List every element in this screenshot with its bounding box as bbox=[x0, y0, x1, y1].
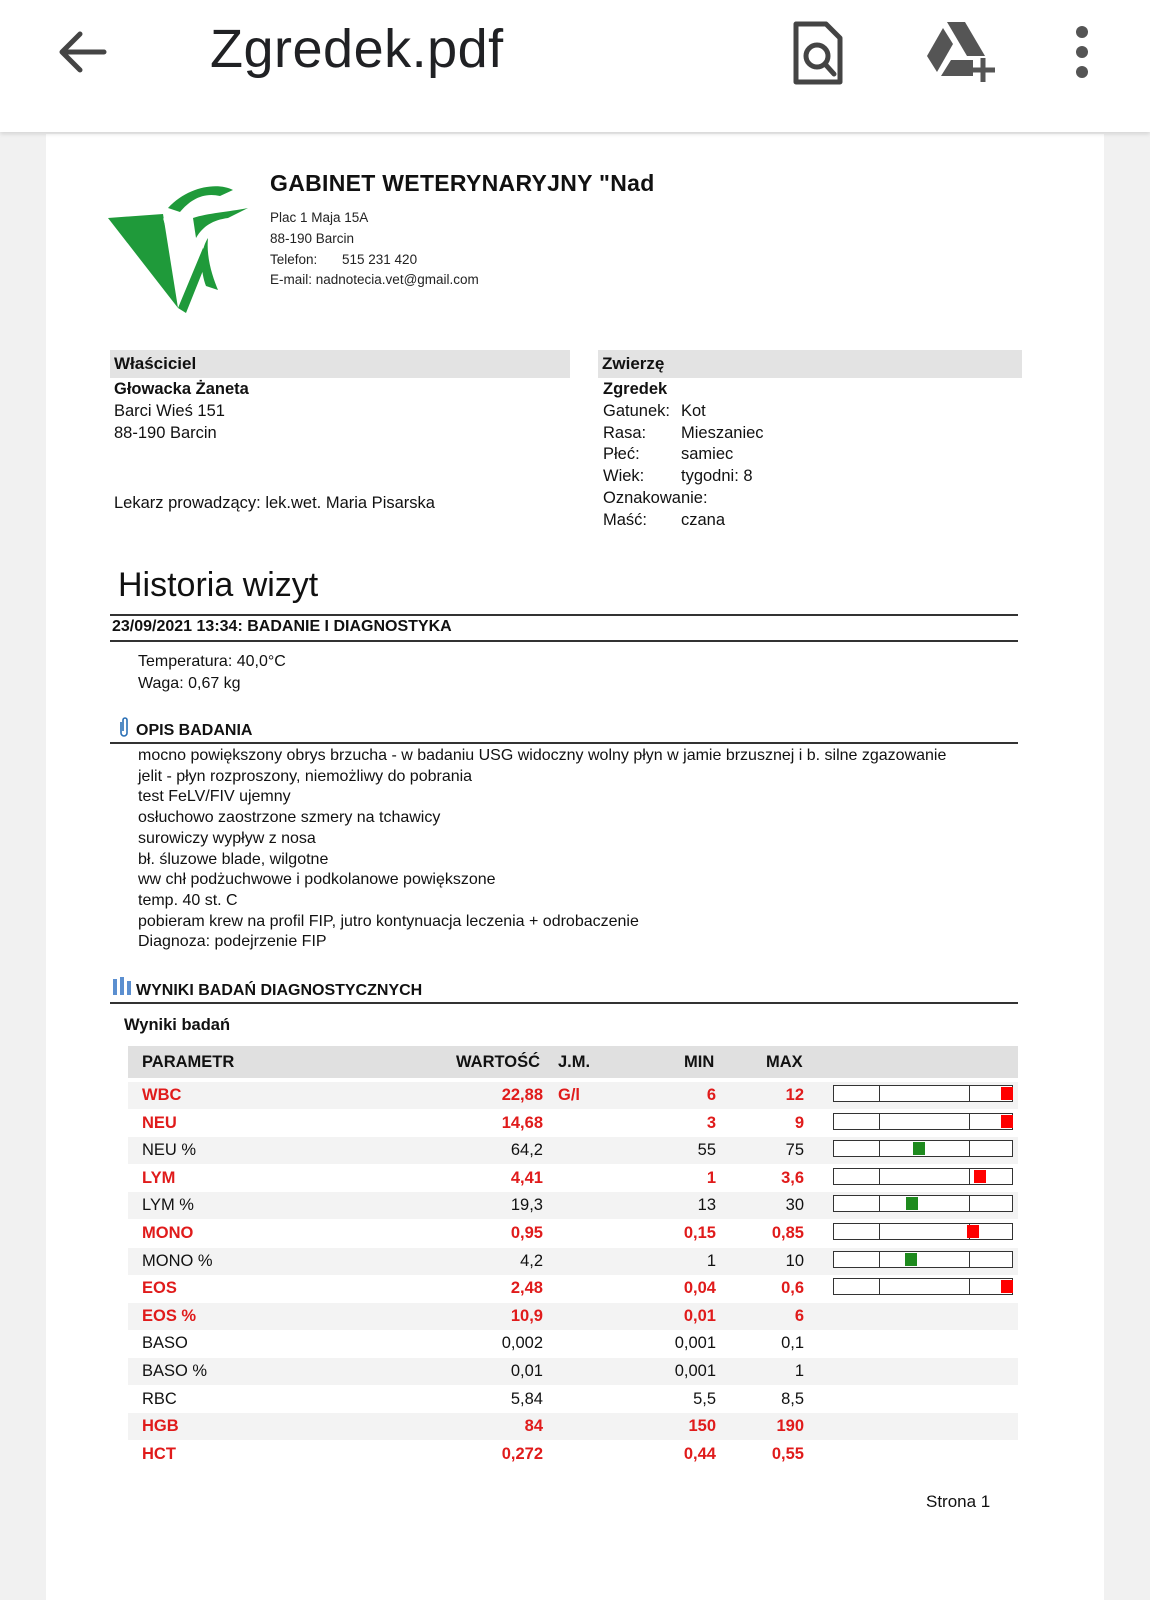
range-divider bbox=[879, 1196, 880, 1211]
range-marker bbox=[906, 1197, 918, 1210]
min-cell: 0,15 bbox=[683, 1224, 716, 1242]
max-cell: 75 bbox=[785, 1141, 804, 1160]
range-divider bbox=[879, 1279, 880, 1294]
range-indicator bbox=[833, 1140, 1013, 1157]
min-cell: 1 bbox=[706, 1251, 716, 1270]
table-header bbox=[128, 1046, 1018, 1078]
param-cell: BASO % bbox=[142, 1362, 208, 1380]
value-cell: 14,68 bbox=[501, 1113, 543, 1132]
examination-description bbox=[138, 746, 1018, 953]
animal-field-label: Płeć: bbox=[603, 445, 640, 463]
animal-field-label: Gatunek: bbox=[603, 402, 670, 420]
range-divider bbox=[969, 1196, 970, 1211]
param-cell: MONO bbox=[142, 1224, 194, 1242]
document-title: Zgredek.pdf bbox=[210, 19, 504, 79]
value-cell: 0,01 bbox=[510, 1362, 543, 1380]
min-cell: 3 bbox=[706, 1113, 716, 1132]
max-cell: 0,1 bbox=[781, 1334, 804, 1353]
value-cell: 64,2 bbox=[510, 1141, 543, 1160]
range-divider bbox=[879, 1114, 880, 1129]
table-row bbox=[128, 1303, 1018, 1330]
divider bbox=[110, 614, 1018, 616]
owner-street: Barci Wieś 151 bbox=[114, 402, 225, 420]
animal-field-value: samiec bbox=[681, 445, 734, 463]
animal-header: Zwierzę bbox=[598, 350, 1022, 378]
param-cell: WBC bbox=[142, 1086, 182, 1104]
value-cell: 22,88 bbox=[501, 1086, 543, 1104]
max-cell: 3,6 bbox=[781, 1168, 804, 1187]
results-header: WYNIKI BADAŃ DIAGNOSTYCZNYCH bbox=[136, 982, 423, 999]
table-row bbox=[128, 1165, 1018, 1192]
range-divider bbox=[879, 1141, 880, 1156]
animal-field-label: Oznakowanie: bbox=[603, 489, 708, 507]
value-cell: 19,3 bbox=[510, 1196, 543, 1215]
table-row bbox=[128, 1220, 1018, 1247]
app-bar bbox=[0, 0, 1150, 132]
table-row bbox=[128, 1248, 1018, 1275]
clinic-name: GABINET WETERYNARYJNY "Nad bbox=[270, 170, 655, 196]
value-cell: 0,272 bbox=[501, 1444, 543, 1463]
range-indicator bbox=[833, 1223, 1013, 1240]
min-cell: 0,04 bbox=[683, 1279, 716, 1298]
max-cell: 9 bbox=[794, 1113, 804, 1132]
description-line: ww chł podżuchwowe i podkolanowe powiększone bbox=[138, 871, 496, 889]
animal-name: Zgredek bbox=[603, 380, 668, 398]
range-indicator bbox=[833, 1113, 1013, 1130]
divider bbox=[110, 1002, 1018, 1004]
value-cell: 4,2 bbox=[520, 1251, 543, 1270]
paperclip-icon bbox=[118, 716, 130, 738]
range-indicator bbox=[833, 1278, 1013, 1295]
animal-field-value: tygodni: 8 bbox=[681, 467, 753, 485]
param-cell: HCT bbox=[142, 1444, 176, 1463]
description-line: jelit - płyn rozproszony, niemożliwy do pobrania bbox=[138, 767, 473, 785]
table-row bbox=[128, 1330, 1018, 1357]
animal-field-label: Rasa: bbox=[603, 424, 647, 442]
history-title: Historia wizyt bbox=[118, 566, 319, 604]
max-cell: 190 bbox=[776, 1417, 804, 1436]
table-row bbox=[128, 1413, 1018, 1440]
table-row bbox=[128, 1441, 1018, 1468]
range-divider bbox=[969, 1252, 970, 1267]
min-cell: 0,44 bbox=[683, 1444, 716, 1463]
range-divider bbox=[969, 1114, 970, 1129]
param-cell: LYM bbox=[142, 1168, 176, 1187]
value-cell: 0,002 bbox=[501, 1334, 543, 1353]
column-header: WARTOŚĆ bbox=[456, 1053, 541, 1071]
description-line: test FeLV/FIV ujemny bbox=[138, 788, 291, 806]
range-marker bbox=[1001, 1280, 1013, 1293]
column-header: J.M. bbox=[558, 1053, 591, 1071]
param-cell: BASO bbox=[142, 1334, 188, 1353]
range-marker bbox=[1001, 1087, 1013, 1100]
page-number: Strona 1 bbox=[926, 1492, 991, 1511]
lab-tubes-icon bbox=[112, 976, 132, 996]
attending-doctor: Lekarz prowadzący: lek.wet. Maria Pisarska bbox=[114, 494, 435, 512]
add-to-drive-icon[interactable] bbox=[925, 20, 997, 82]
range-marker bbox=[967, 1225, 979, 1238]
max-cell: 0,55 bbox=[771, 1444, 804, 1463]
clinic-email: E-mail: nadnotecia.vet@gmail.com bbox=[270, 272, 479, 287]
unit-cell: G/l bbox=[558, 1086, 581, 1104]
range-marker bbox=[905, 1253, 917, 1266]
param-cell: MONO % bbox=[142, 1251, 213, 1270]
min-cell: 55 bbox=[697, 1141, 716, 1160]
divider bbox=[110, 640, 1018, 642]
max-cell: 8,5 bbox=[781, 1389, 804, 1408]
back-arrow-icon[interactable] bbox=[52, 22, 112, 82]
animal-field-value: Kot bbox=[681, 402, 706, 420]
owner-name: Głowacka Żaneta bbox=[114, 380, 249, 398]
param-cell: EOS % bbox=[142, 1306, 197, 1325]
table-row bbox=[128, 1275, 1018, 1302]
range-divider bbox=[969, 1141, 970, 1156]
range-divider bbox=[879, 1224, 880, 1239]
param-cell: NEU bbox=[142, 1113, 177, 1132]
clinic-phone: 515 231 420 bbox=[342, 252, 418, 267]
min-cell: 150 bbox=[688, 1417, 716, 1436]
range-divider bbox=[969, 1279, 970, 1294]
table-row bbox=[128, 1137, 1018, 1164]
animal-field-value: czana bbox=[681, 511, 726, 529]
max-cell: 12 bbox=[785, 1086, 804, 1104]
description-line: pobieram krew na profil FIP, jutro kontynuacja leczenia + odrobaczenie bbox=[138, 912, 639, 930]
description-header: OPIS BADANIA bbox=[136, 722, 253, 739]
range-divider bbox=[879, 1086, 880, 1101]
table-row bbox=[128, 1358, 1018, 1385]
weight: Waga: 0,67 kg bbox=[138, 675, 241, 692]
description-line: mocno powiększony obrys brzucha - w badaniu USG widoczny wolny płyn w jamie brzusznej i b. silne zgazowanie bbox=[138, 747, 947, 764]
column-header: MAX bbox=[766, 1053, 803, 1071]
owner-header: Właściciel bbox=[110, 350, 570, 378]
min-cell: 5,5 bbox=[693, 1389, 716, 1408]
param-cell: RBC bbox=[142, 1389, 177, 1408]
animal-field-value: Mieszaniec bbox=[681, 424, 764, 442]
range-divider bbox=[879, 1252, 880, 1267]
range-marker bbox=[974, 1170, 986, 1183]
divider bbox=[110, 742, 1018, 744]
column-header: PARAMETR bbox=[142, 1053, 235, 1071]
range-divider bbox=[879, 1169, 880, 1184]
min-cell: 0,001 bbox=[674, 1362, 716, 1380]
range-indicator bbox=[833, 1168, 1013, 1185]
value-cell: 2,48 bbox=[510, 1279, 543, 1298]
max-cell: 0,85 bbox=[771, 1224, 804, 1242]
description-line: osłuchowo zaostrzone szmery na tchawicy bbox=[138, 809, 441, 827]
animal-field-label: Wiek: bbox=[603, 467, 645, 485]
min-cell: 13 bbox=[697, 1196, 716, 1215]
animal-field-label: Maść: bbox=[603, 511, 648, 529]
param-cell: HGB bbox=[142, 1417, 179, 1436]
clinic-logo bbox=[108, 178, 258, 318]
range-marker bbox=[1001, 1115, 1013, 1128]
table-row bbox=[128, 1386, 1018, 1413]
table-row bbox=[128, 1110, 1018, 1137]
range-divider bbox=[969, 1169, 970, 1184]
max-cell: 0,6 bbox=[781, 1279, 804, 1298]
param-cell: EOS bbox=[142, 1279, 177, 1298]
owner-city: 88-190 Barcin bbox=[114, 424, 217, 442]
pdf-page bbox=[46, 134, 1104, 1600]
range-indicator bbox=[833, 1251, 1013, 1268]
clinic-address-line: Plac 1 Maja 15A bbox=[270, 210, 369, 225]
max-cell: 30 bbox=[785, 1196, 804, 1215]
clinic-phone-label: Telefon: bbox=[270, 252, 318, 267]
find-in-page-icon[interactable] bbox=[790, 20, 846, 86]
param-cell: LYM % bbox=[142, 1196, 194, 1215]
value-cell: 5,84 bbox=[510, 1389, 543, 1408]
min-cell: 1 bbox=[706, 1168, 716, 1187]
min-cell: 0,001 bbox=[674, 1334, 716, 1353]
min-cell: 0,01 bbox=[683, 1306, 716, 1325]
description-line: bł. śluzowe blade, wilgotne bbox=[138, 850, 329, 868]
temperature: Temperatura: 40,0°C bbox=[138, 653, 286, 670]
max-cell: 10 bbox=[785, 1251, 804, 1270]
visit-header: 23/09/2021 13:34: BADANIE I DIAGNOSTYKA bbox=[112, 618, 452, 635]
description-line: surowiczy wypływ z nosa bbox=[138, 829, 316, 847]
results-subheader: Wyniki badań bbox=[124, 1016, 231, 1034]
range-indicator bbox=[833, 1195, 1013, 1212]
value-cell: 4,41 bbox=[510, 1168, 543, 1187]
table-row bbox=[128, 1082, 1018, 1109]
table-row bbox=[128, 1192, 1018, 1219]
more-vert-icon[interactable] bbox=[1070, 24, 1094, 84]
param-cell: NEU % bbox=[142, 1141, 197, 1160]
column-header: MIN bbox=[684, 1053, 715, 1071]
max-cell: 6 bbox=[794, 1306, 804, 1325]
clinic-city: 88-190 Barcin bbox=[270, 231, 355, 246]
min-cell: 6 bbox=[706, 1086, 716, 1104]
range-divider bbox=[969, 1086, 970, 1101]
max-cell: 1 bbox=[794, 1362, 804, 1380]
description-line: Diagnoza: podejrzenie FIP bbox=[138, 933, 327, 951]
range-indicator bbox=[833, 1085, 1013, 1102]
description-line: temp. 40 st. C bbox=[138, 891, 238, 909]
value-cell: 84 bbox=[524, 1417, 543, 1436]
range-marker bbox=[913, 1142, 925, 1155]
value-cell: 0,95 bbox=[510, 1224, 543, 1242]
value-cell: 10,9 bbox=[510, 1306, 543, 1325]
